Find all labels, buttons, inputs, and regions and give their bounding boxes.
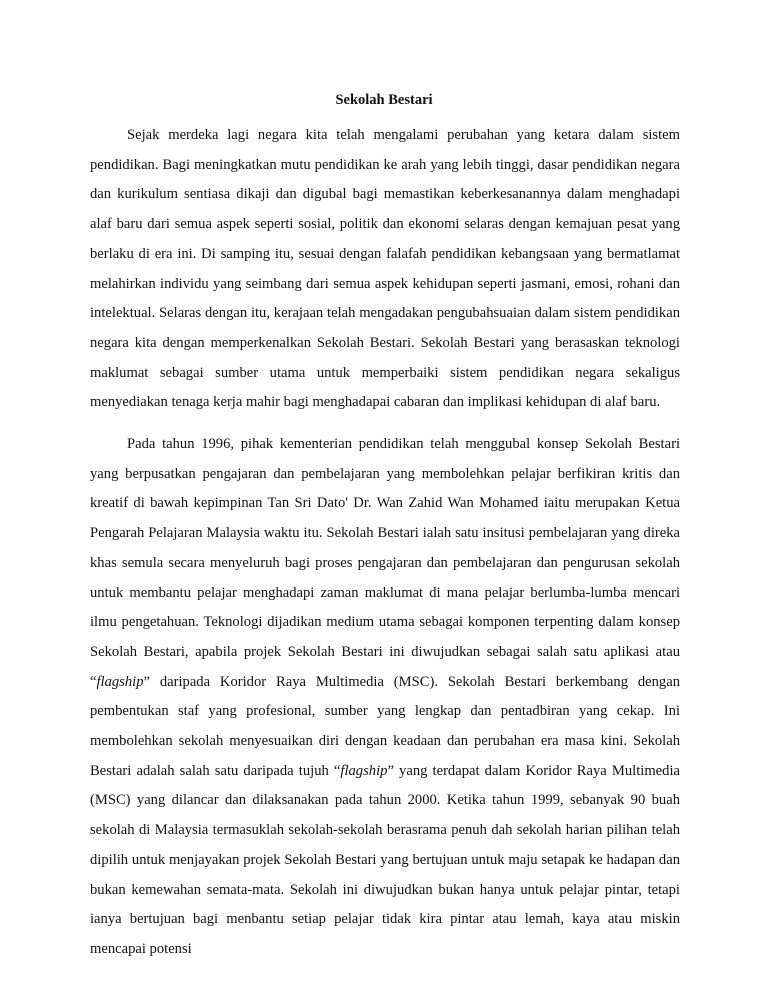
paragraph-1-container <box>90 121 680 418</box>
paragraph-2 <box>90 430 680 965</box>
paragraph-1: Sejak merdeka lagi negara kita telah mengalami perubahan yang ketara dalam sistem pendidikan. Bagi meningkatkan mutu pendidikan ke arah yang lebih tinggi, dasar pendidikan negara dan kurikulum sentiasa dikaji dan digubal bagi memastikan keberkesanannya dalam menghadapi alaf baru dari semua aspek seperti sosial, politik dan ekonomi selaras dengan kemajuan pesat yang berlaku di era ini. Di samping itu, sesuai dengan falafah pendidikan kebangsaan yang bermatlamat melahirkan individu yang seimbang dari semua aspek kehidupan seperti jasmani, emosi, rohani dan intelektual. Selaras dengan itu, kerajaan telah mengadakan pengubahsuaian dalam sistem pendidikan negara kita dengan memperkenalkan Sekolah Bestari. Sekolah Bestari yang berasaskan teknologi maklumat sebagai sumber utama untuk memperbaiki sistem pendidikan negara sekaligus menyediakan tenaga kerja mahir bagi menghadapai cabaran dan implikasi kehidupan di alaf baru. <box>90 127 680 411</box>
flagship-term-2: flagship <box>340 762 388 779</box>
paragraph-2-part-2: ” daripada Koridor Raya Multimedia (MSC). Sekolah Bestari berkembang dengan pembentukan staf yang profesional, sumber yang lengkap dan pentadbiran yang cekap. Ini membolehkan sekolah menyesuaikan diri dengan keadaan dan perubahan era masa kini. Sekolah Bestari adalah salah satu daripada tujuh “ <box>90 673 680 779</box>
paragraph-2-container <box>90 430 680 965</box>
page-title: Sekolah Bestari <box>335 92 433 108</box>
paragraph-2-part-1: Pada tahun 1996, pihak kementerian pendidikan telah menggubal konsep Sekolah Bestari yang berpusatkan pengajaran dan pembelajaran yang membolehkan pelajar berfikiran kritis dan kreatif di bawah kepimpinan Tan Sri Dato' Dr. Wan Zahid Wan Mohamed iaitu merupakan Ketua Pengarah Pelajaran Malaysia waktu itu. Sekolah Bestari ialah satu insitusi pembelajaran yang direka khas semula secara menyeluruh bagi proses pengajaran dan pembelajaran dan pengurusan sekolah untuk membantu pelajar menghadapi zaman maklumat di mana pelajar berlumba-lumba mencari ilmu pengetahuan. Teknologi dijadikan medium utama sebagai komponen terpenting dalam konsep Sekolah Bestari, apabila projek Sekolah Bestari ini diwujudkan sebagai salah satu aplikasi atau “ <box>90 436 680 690</box>
paragraph-2-part-3: ” yang terdapat dalam Koridor Raya Multimedia (MSC) yang dilancar dan dilaksanakan pada tahun 2000. Ketika tahun 1999, sebanyak 90 buah sekolah di Malaysia termasuklah sekolah-sekolah berasrama penuh dah sekolah harian pilihan telah dipilih untuk menjayakan projek Sekolah Bestari yang bertujuan untuk maju setapak ke hadapan dan bukan kemewahan semata-mata. Sekolah ini diwujudkan bukan hanya untuk pelajar pintar, tetapi ianya bertujuan bagi menbantu setiap pelajar tidak kira pintar atau lemah, kaya atau miskin mencapai potensi <box>90 762 680 957</box>
flagship-term-1: flagship <box>96 673 144 690</box>
